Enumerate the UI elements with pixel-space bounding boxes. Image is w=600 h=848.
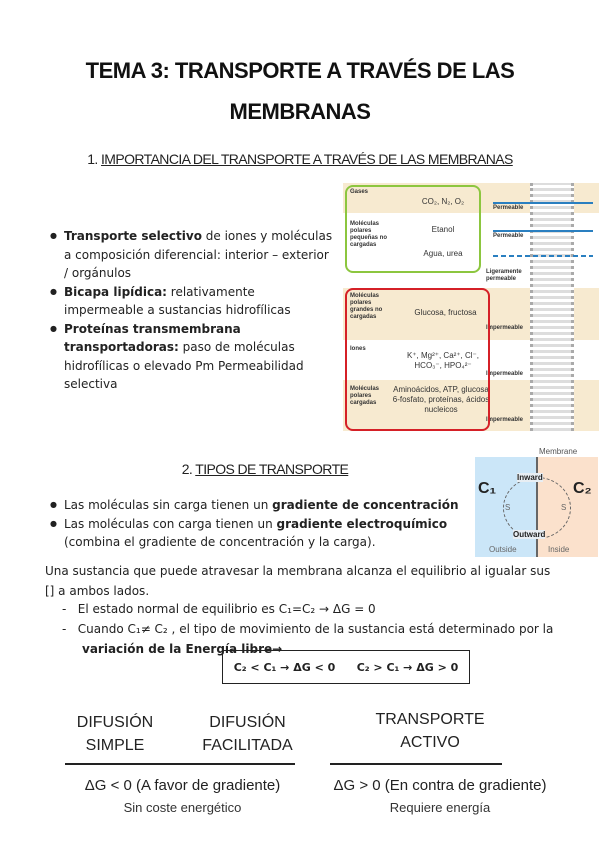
equation-left: C₂ < C₁ → ΔG < 0 [233,660,336,674]
list-item: ● Transporte selectivo de iones y moléculas a composición diferencial: interior – exterior / orgánulos [50,227,335,283]
row-label: Moléculas polares grandes no cargadas [350,293,383,320]
section2-bullets [50,496,470,552]
result: Permeable [493,205,524,211]
molecules: Etanol [431,225,455,234]
lipid-bilayer [530,183,574,431]
list-item: ● Proteínas transmembrana transportadoras: paso de moléculas hidrofílicas o elevado Pm Permeabilidad selectiva [50,320,335,394]
section1-heading: 1. IMPORTANCIA DEL TRANSPORTE A TRAVÉS DE LAS MEMBRANAS [87,151,513,167]
result: Ligeramente permeable [486,269,522,282]
passive-delta-g: ΔG < 0 (A favor de gradiente) [84,777,281,794]
divider [65,763,295,765]
equations-box [222,650,470,684]
active-delta-g: ΔG > 0 (En contra de gradiente) [333,777,547,794]
molecules: CO₂, N₂, O₂ [421,197,465,206]
row-label: Gases [350,189,369,195]
s-label: S [561,503,567,512]
impermeable-highlight [345,288,490,431]
dashed-arrow-icon [493,255,593,257]
result: Impermeable [486,325,524,331]
membrane-permeability-figure [343,183,599,431]
simple-diffusion-label: DIFUSIÓN SIMPLE [76,714,154,754]
gradient-diagram [475,445,598,557]
passive-subtitle: Sin coste energético [123,800,242,815]
membrane-label: Membrane [539,447,578,456]
c1-label: C₁ [478,480,497,497]
list-item: ● Las moléculas sin carga tienen un gradiente de concentración [50,496,470,515]
inside-label: Inside [548,545,570,554]
divider [330,763,502,765]
arrow-icon [493,230,593,232]
active-subtitle: Requiere energía [389,800,491,815]
result: Impermeable [486,371,524,377]
list-item: ● Bicapa lipídica: relativamente impermeable a sustancias hidrofílicas [50,283,335,320]
molecules: Glucosa, fructosa [414,308,477,317]
molecules: Agua, urea [423,249,463,258]
row-label: Moléculas polares cargadas [350,386,380,406]
result: Permeable [493,233,524,239]
facilitated-diffusion-label: DIFUSIÓN FACILITADA [202,714,293,754]
molecules: Aminoácidos, ATP, glucosa 6-fosfato, proteínas, ácidos nucleicos [392,385,490,414]
result: Impermeable [486,417,524,423]
paragraph: Una sustancia que puede atravesar la membrana alcanza el equilibrio al igualar sus [] a ambos lados. [45,564,551,598]
row-label: Moléculas polares pequeñas no cargadas [350,221,388,248]
outside-label: Outside [489,545,517,554]
page-title-line1: TEMA 3: TRANSPORTE A TRAVÉS DE LAS [85,58,515,83]
section2-heading: 2. TIPOS DE TRANSPORTE [181,461,349,477]
section1-bullets [50,227,335,394]
outward-label: Outward [513,530,546,539]
inward-label: Inward [517,473,543,482]
arrow-icon [493,202,593,204]
list-item: ● Las moléculas con carga tienen un gradiente electroquímico (combina el gradiente de concentración y la carga). [50,515,470,552]
molecules: K⁺, Mg²⁺, Ca²⁺, Cl⁻, HCO₃⁻, HPO₄²⁻ [406,351,479,370]
permeable-highlight [345,185,481,273]
c2-label: C₂ [573,480,592,497]
dash-item: - El estado normal de equilibrio es C₁=C₂ → ΔG = 0 [62,602,376,616]
page-title-line2: MEMBRANAS [229,99,371,124]
dash-item: - Cuando C₁≠ C₂ , el tipo de movimiento de la sustancia está determinado por la variación de la Energía libre→ [62,622,554,656]
equation-right: C₂ > C₁ → ΔG > 0 [356,660,459,674]
row-label: Iones [350,346,366,352]
s-label: S [505,503,511,512]
active-transport-label: TRANSPORTE ACTIVO [375,711,485,751]
